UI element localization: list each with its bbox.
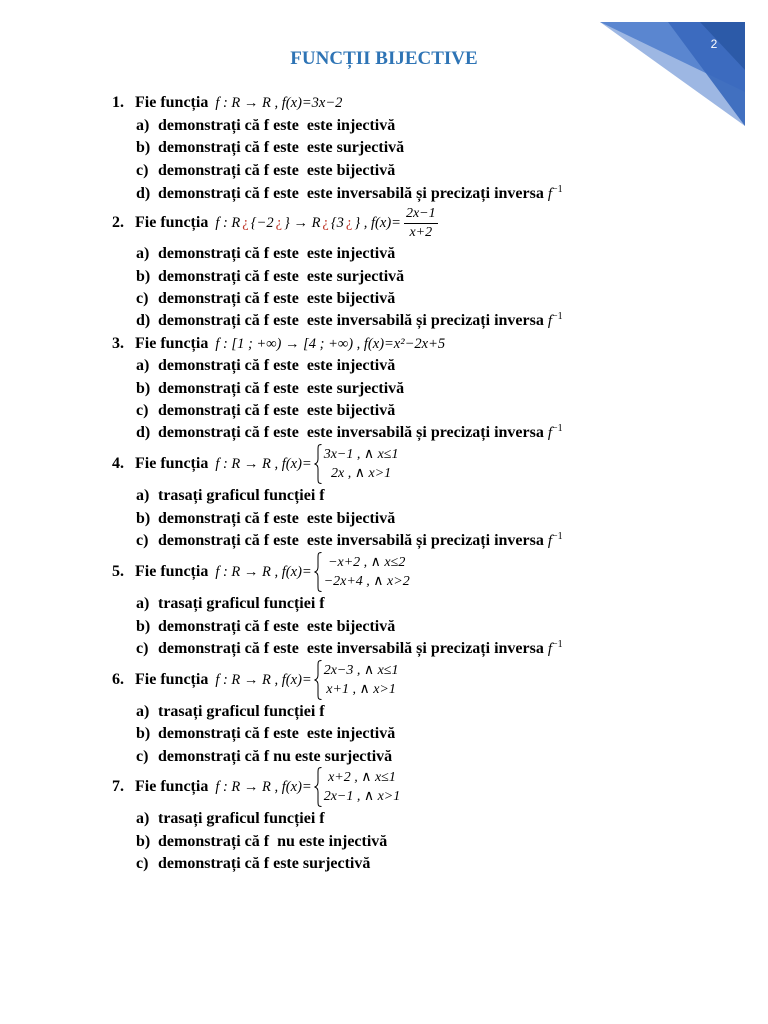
case-row: −x+2 , ∧ x≤2 [328,555,406,570]
inverse-exponent: −1 [552,311,563,322]
part-text: demonstrați că f este este bijectivă [158,402,396,419]
part-label: d) [136,424,151,441]
exercise-6-part-c [0,746,392,768]
case-row: x+1 , ∧ x>1 [326,682,396,697]
unrendered-glyph: ¿ [275,215,283,231]
part-text: demonstrați că f este este inversabilă și precizați inversa [158,532,544,549]
brace-stroke [314,553,321,592]
brace-stroke [314,768,321,807]
exercise-3-part-a [0,355,395,377]
part-label: b) [136,725,151,742]
piecewise-cases [324,445,399,483]
part-text: trasați graficul funcției f [158,487,325,504]
part-label: b) [136,268,151,285]
inverse-exponent: −1 [552,423,563,434]
exercise-number: 6. [112,671,124,688]
function-definition: f : R → R , f(x)= [215,564,312,580]
function-definition: f : R → R , f(x)= [215,672,312,688]
exercise-4-part-b [0,508,395,530]
case-row: 3x−1 , ∧ x≤1 [323,447,399,462]
piecewise-cases [324,553,410,591]
exercise-number: 2. [112,214,124,231]
part-text: demonstrați că f este este injectivă [158,117,396,134]
function-definition: f : R → R , f(x)= [215,779,312,795]
case-row: 2x−3 , ∧ x≤1 [323,663,399,678]
inverse-base: f [547,313,553,329]
part-text: demonstrați că f este este inversabilă și precizați inversa [158,185,544,202]
inverse-exponent: −1 [552,184,563,195]
part-label: d) [136,185,151,202]
part-text: demonstrați că f este surjectivă [158,855,371,872]
part-text: demonstrați că f este este surjectivă [158,380,405,397]
exercise-number: 3. [112,335,124,352]
part-text: demonstrați că f este este injectivă [158,245,396,262]
part-label: a) [136,245,150,262]
exercise-number: 4. [112,455,124,472]
function-definition: f : [1 ; +∞) → [4 ; +∞) , f(x)=x²−2x+5 [215,336,446,352]
unrendered-glyph: ¿ [345,215,353,231]
exercise-1-part-a [0,115,395,137]
brace-stroke [314,445,321,484]
part-label: a) [136,595,150,612]
inverse-base: f [547,186,553,202]
left-brace-icon [314,660,322,700]
part-text: trasați graficul funcției f [158,595,325,612]
exercise-1-part-b [0,137,404,159]
exercise-6-part-a [0,701,325,723]
exercise-6-part-b [0,723,395,745]
part-label: c) [136,748,149,765]
part-text: demonstrați că f este este bijectivă [158,510,396,527]
exercise-5-part-b [0,616,395,638]
part-label: a) [136,357,150,374]
exercise-intro: Fie funcția [135,335,209,352]
document-title: FUNCȚII BIJECTIVE [290,48,478,69]
inverse-base: f [547,425,553,441]
inverse-function-notation [548,310,563,332]
piecewise-definition [314,552,410,592]
part-text: demonstrați că f este este inversabilă și precizați inversa [158,312,544,329]
exercise-3-statement [0,333,445,355]
piecewise-cases [324,768,401,806]
part-text: demonstrați că f este este inversabilă și precizați inversa [158,640,544,657]
part-text: trasați graficul funcției f [158,810,325,827]
part-text: trasați graficul funcției f [158,703,325,720]
part-text: demonstrați că f nu este injectivă [158,833,388,850]
unrendered-glyph: ¿ [242,215,249,231]
exercise-intro: Fie funcția [135,563,209,580]
formula-segment: f : R [215,215,241,231]
formula-segment: {3 [330,215,344,231]
function-definition: f : R → R , f(x)= [215,456,312,472]
exercise-intro: Fie funcția [135,671,209,688]
exercise-1-part-d [0,183,563,205]
inverse-function-notation [548,422,563,444]
inverse-base: f [547,641,553,657]
exercise-4-part-a [0,485,325,507]
part-label: c) [136,640,149,657]
exercise-3-part-b [0,378,404,400]
inverse-function-notation [548,183,563,205]
function-definition [215,212,401,234]
exercise-5-part-c [0,638,563,660]
exercise-1-part-c [0,160,395,182]
piecewise-definition [314,444,399,484]
part-label: a) [136,487,150,504]
exercise-number: 5. [112,563,124,580]
part-label: c) [136,162,149,179]
exercise-3-part-d [0,422,563,444]
part-label: b) [136,380,151,397]
case-row: 2x−1 , ∧ x>1 [323,789,401,804]
part-text: demonstrați că f este este injectivă [158,357,396,374]
part-text: demonstrați că f este este bijectivă [158,618,396,635]
inverse-base: f [547,533,553,549]
brace-stroke [314,661,321,700]
unrendered-glyph: ¿ [322,215,329,231]
exercise-2-part-d [0,310,563,332]
part-label: c) [136,532,149,549]
part-text: demonstrați că f este este surjectivă [158,139,405,156]
piecewise-definition [314,767,401,807]
part-label: a) [136,703,150,720]
exercise-4-part-c [0,530,563,552]
fraction-numerator: 2x−1 [404,206,438,224]
part-label: c) [136,855,149,872]
exercise-6-statement [0,663,399,697]
exercise-7-statement [0,770,401,804]
inverse-exponent: −1 [552,639,563,650]
part-text: demonstrați că f este este bijectivă [158,290,396,307]
formula-segment: } → R [284,215,321,231]
exercise-2-part-b [0,266,404,288]
exercise-5-statement [0,555,410,589]
part-text: demonstrați că f este este injectivă [158,725,396,742]
part-label: b) [136,510,151,527]
piecewise-cases [324,661,399,699]
part-text: demonstrați că f este este inversabilă și precizați inversa [158,424,544,441]
part-label: b) [136,833,151,850]
left-brace-icon [314,767,322,807]
inverse-function-notation [548,530,563,552]
case-row: −2x+4 , ∧ x>2 [323,574,410,589]
left-brace-icon [314,444,322,484]
part-label: a) [136,117,150,134]
exercise-7-part-c [0,853,370,875]
case-row: x+2 , ∧ x≤1 [328,770,396,785]
part-label: c) [136,402,149,419]
fraction [404,206,438,241]
exercise-intro: Fie funcția [135,455,209,472]
function-definition: f : R → R , f(x)=3x−2 [215,95,343,111]
part-text: demonstrați că f nu este surjectivă [158,748,393,765]
inverse-function-notation [548,638,563,660]
exercise-2-part-c [0,288,395,310]
exercise-4-statement [0,447,399,481]
piecewise-definition [314,660,399,700]
part-text: demonstrați că f este este surjectivă [158,268,405,285]
case-row: 2x , ∧ x>1 [331,466,392,481]
exercise-number: 7. [112,778,124,795]
exercise-5-part-a [0,593,325,615]
exercise-intro: Fie funcția [135,214,209,231]
exercise-3-part-c [0,400,395,422]
part-label: c) [136,290,149,307]
part-label: b) [136,139,151,156]
part-text: demonstrați că f este este bijectivă [158,162,396,179]
inverse-exponent: −1 [552,531,563,542]
exercise-intro: Fie funcția [135,778,209,795]
part-label: b) [136,618,151,635]
part-label: d) [136,312,151,329]
exercise-2-part-a [0,243,395,265]
part-label: a) [136,810,150,827]
exercise-number: 1. [112,94,124,111]
left-brace-icon [314,552,322,592]
exercise-2-statement [0,205,438,240]
fraction-denominator: x+2 [409,224,433,240]
exercise-7-part-a [0,808,325,830]
page-number: 2 [710,37,718,51]
exercise-1-statement [0,92,342,114]
formula-segment: } , f(x)= [354,215,401,231]
exercise-7-part-b [0,831,387,853]
exercise-intro: Fie funcția [135,94,209,111]
formula-segment: {−2 [250,215,274,231]
